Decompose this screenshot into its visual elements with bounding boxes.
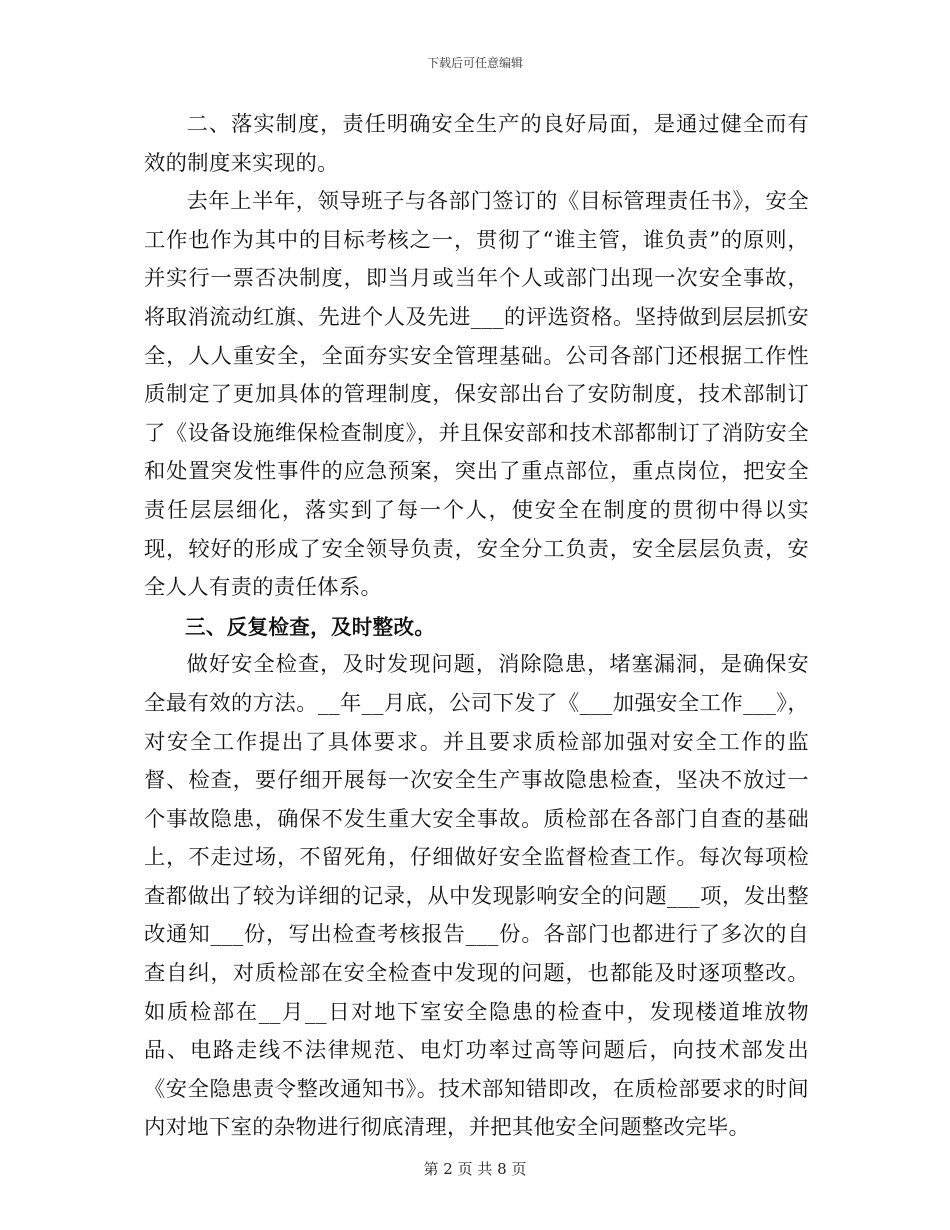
page-number-footer: 第 2 页 共 8 页 bbox=[423, 1160, 527, 1178]
paragraph-responsibility-system: 去年上半年，领导班子与各部门签订的《目标管理责任书》，安全工作也作为其中的目标考核之一，贯彻了“谁主管，谁负责”的原则，并实行一票否决制度，即当月或当年个人或部门出现一次安全事故，将取消流动红旗、先进个人及先进___的评选资格。坚持做到层层抓安全，人人重安全，全面夯实安全管理基础。公司各部门还根据工作性质制定了更加具体的管理制度，保安部出台了安防制度，技术部制订了《设备设施维保检查制度》，并且保安部和技术部都制订了消防安全和处置突发性事件的应急预案，突出了重点部位，重点岗位，把安全责任层层细化，落实到了每一个人，使安全在制度的贯彻中得以实现，较好的形成了安全领导负责，安全分工负责，安全层层负责，安全人人有责的责任体系。 bbox=[144, 189, 809, 601]
page-header-note: 下载后可任意编辑 bbox=[426, 56, 523, 70]
section-heading-three: 三、反复检查，及时整改。 bbox=[185, 614, 436, 639]
paragraph-inspection-rectification: 做好安全检查，及时发现问题，消除隐患，堵塞漏洞，是确保安全最有效的方法。__年__月底，公司下发了《___加强安全工作___》，对安全工作提出了具体要求。并且要求质检部加强对安全工作的监督、检查，要仔细开展每一次安全生产事故隐患检查，坚决不放过一个事故隐患，确保不发生重大安全事故。质检部在各部门自查的基础上，不走过场，不留死角，仔细做好安全监督检查工作。每次每项检查都做出了较为详细的记录，从中发现影响安全的问题___项，发出整改通知___份，写出检查考核报告___份。各部门也都进行了多次的自查自纠，对质检部在安全检查中发现的问题，也都能及时逐项整改。如质检部在__月__日对地下室安全隐患的检查中，发现楼道堆放物品、电路走线不法律规范、电灯功率过高等问题后，向技术部发出《安全隐患责令整改通知书》。技术部知错即改，在质检部要求的时间内对地下室的杂物进行彻底清理，并把其他安全问题整改完毕。 bbox=[144, 652, 809, 1141]
document-body bbox=[144, 106, 809, 1148]
paragraph-section-two-title: 二、落实制度，责任明确安全生产的良好局面，是通过健全而有效的制度来实现的。 bbox=[144, 112, 809, 176]
